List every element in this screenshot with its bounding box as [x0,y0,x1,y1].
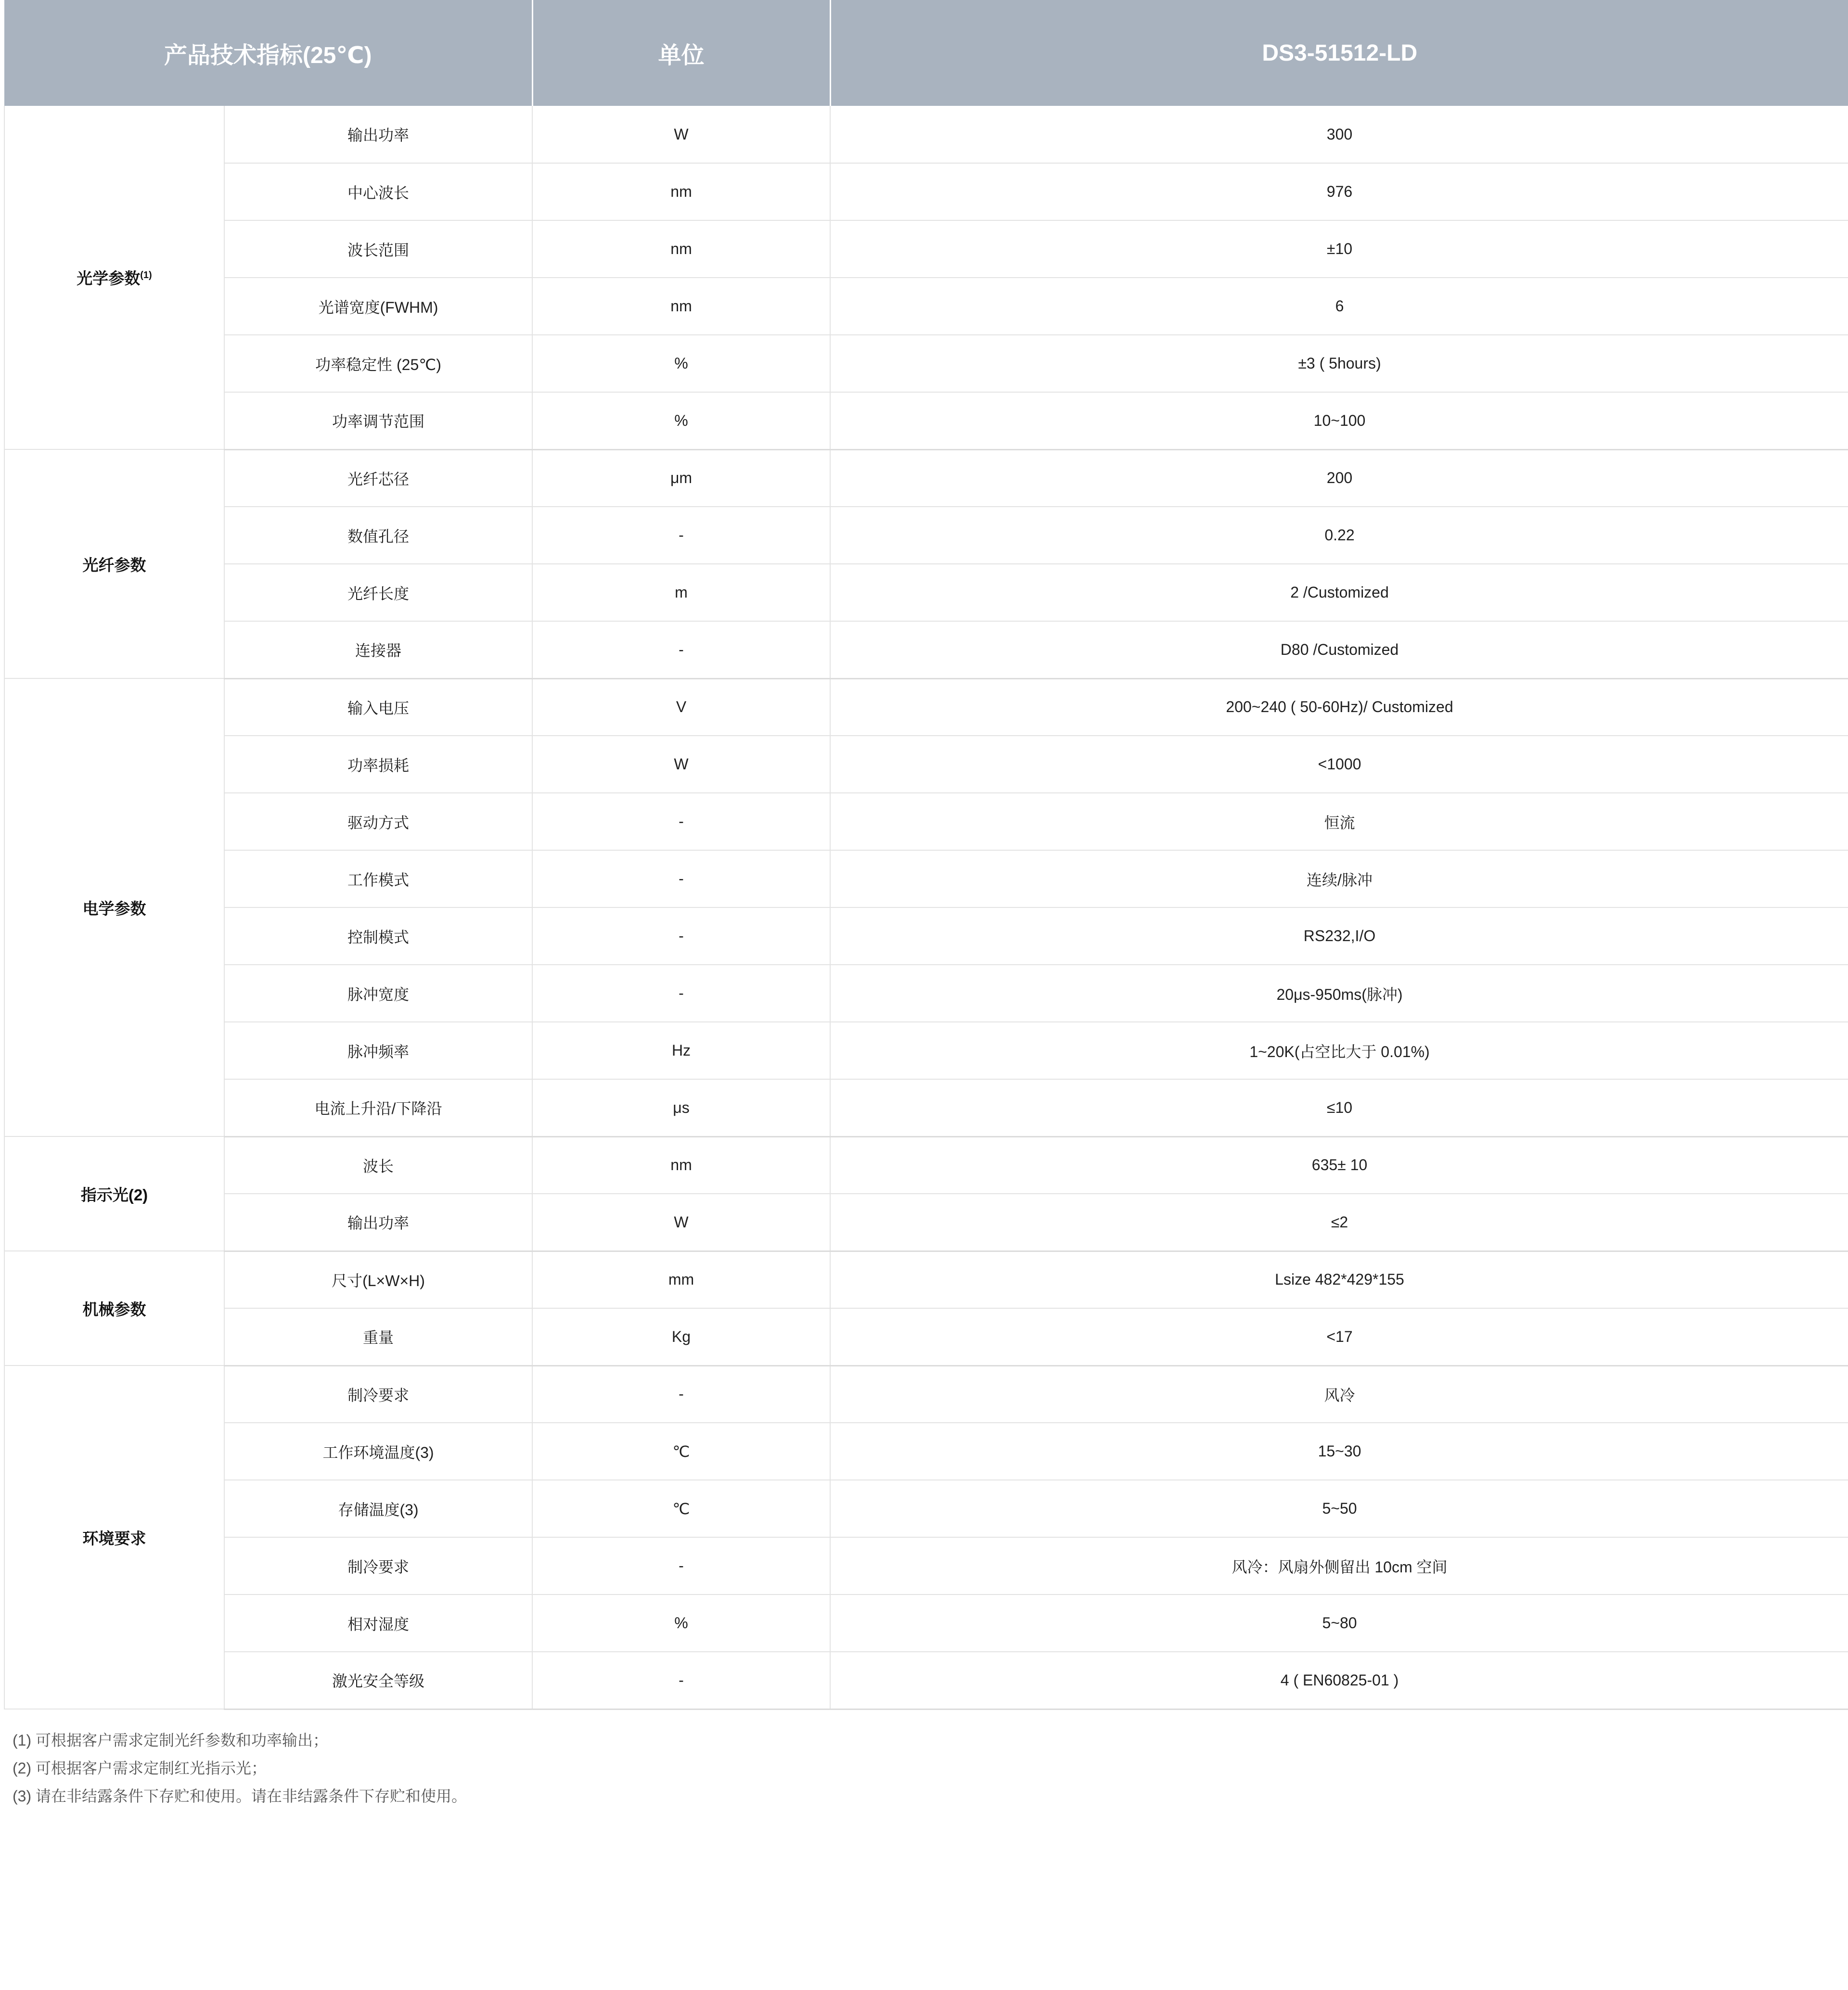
param-cell: 数值孔径 [224,507,532,564]
param-cell: 功率稳定性 (25℃) [224,335,532,392]
category-text: 机械参数 [82,1300,146,1318]
value-cell: 0.22 [830,507,1848,564]
category-label [4,106,224,449]
unit-cell: - [532,1652,830,1709]
table-header [4,0,1848,106]
unit-cell: nm [532,278,830,335]
unit-cell: % [532,335,830,392]
unit-cell: mm [532,1251,830,1308]
unit-cell: - [532,793,830,850]
spec-table [4,0,1848,1710]
param-cell: 光纤长度 [224,564,532,621]
category-footnote-mark: (1) [140,270,152,281]
unit-cell: - [532,1537,830,1595]
table-body [4,106,1848,1709]
param-cell: 中心波长 [224,163,532,220]
param-cell: 输出功率 [224,1194,532,1251]
value-cell: 1~20K(占空比大于 0.01%) [830,1022,1848,1079]
category-text: 光纤参数 [82,556,146,574]
table-row [4,449,1848,507]
unit-cell: Hz [532,1022,830,1079]
category-label [4,678,224,1136]
header-row [4,0,1848,106]
footnote: (3) 请在非结露条件下存贮和使用。请在非结露条件下存贮和使用。 [13,1787,467,1805]
unit-cell: W [532,1194,830,1251]
table-row [4,335,1848,392]
value-cell: D80 /Customized [830,621,1848,678]
value-cell: <17 [830,1308,1848,1365]
table-row [4,793,1848,850]
table-row [4,1136,1848,1194]
header-spec: 产品技术指标(25℃) [4,0,532,106]
param-cell: 尺寸(L×W×H) [224,1251,532,1308]
header-model: DS3-51512-LD [830,0,1848,106]
value-cell: 300 [830,106,1848,163]
table-row [4,163,1848,220]
category-text: 指示光(2) [80,1186,148,1204]
param-cell: 功率损耗 [224,736,532,793]
param-cell: 控制模式 [224,907,532,965]
value-cell: 200~240 ( 50-60Hz)/ Customized [830,678,1848,736]
param-cell: 光谱宽度(FWHM) [224,278,532,335]
value-cell: RS232,I/O [830,907,1848,965]
param-cell: 脉冲宽度 [224,965,532,1022]
table-row [4,1251,1848,1308]
unit-cell: μm [532,449,830,507]
table-row [4,1423,1848,1480]
table-row [4,1022,1848,1079]
param-cell: 存储温度(3) [224,1480,532,1537]
param-cell: 激光安全等级 [224,1652,532,1709]
unit-cell: ℃ [532,1423,830,1480]
param-cell: 输入电压 [224,678,532,736]
footnotes [13,1726,467,1810]
value-cell: ≤2 [830,1194,1848,1251]
value-cell: 10~100 [830,392,1848,449]
value-cell: 6 [830,278,1848,335]
value-cell: ±3 ( 5hours) [830,335,1848,392]
value-cell: 15~30 [830,1423,1848,1480]
param-cell: 驱动方式 [224,793,532,850]
table-row [4,220,1848,278]
table-row [4,1652,1848,1709]
table-row [4,1308,1848,1365]
value-cell: Lsize 482*429*155 [830,1251,1848,1308]
unit-cell: Kg [532,1308,830,1365]
category-text: 环境要求 [82,1529,146,1547]
value-cell: ±10 [830,220,1848,278]
table-row [4,392,1848,449]
category-label [4,449,224,678]
value-cell: 200 [830,449,1848,507]
value-cell: 风冷：风扇外侧留出 10cm 空间 [830,1537,1848,1595]
unit-cell: W [532,736,830,793]
unit-cell: nm [532,220,830,278]
table-row [4,507,1848,564]
category-label [4,1365,224,1709]
value-cell: 635± 10 [830,1136,1848,1194]
category-text: 光学参数 [77,269,141,287]
unit-cell: V [532,678,830,736]
unit-cell: nm [532,1136,830,1194]
unit-cell: nm [532,163,830,220]
param-cell: 工作环境温度(3) [224,1423,532,1480]
param-cell: 相对湿度 [224,1595,532,1652]
unit-cell: μs [532,1079,830,1136]
param-cell: 波长 [224,1136,532,1194]
value-cell: 976 [830,163,1848,220]
param-cell: 输出功率 [224,106,532,163]
unit-cell: % [532,392,830,449]
table-row [4,1194,1848,1251]
table-row [4,106,1848,163]
value-cell: <1000 [830,736,1848,793]
value-cell: 20μs-950ms(脉冲) [830,965,1848,1022]
footnote: (1) 可根据客户需求定制光纤参数和功率输出； [13,1732,329,1749]
table-row [4,564,1848,621]
table-row [4,1537,1848,1595]
category-label [4,1251,224,1365]
param-cell: 光纤芯径 [224,449,532,507]
param-cell: 电流上升沿/下降沿 [224,1079,532,1136]
table-row [4,1079,1848,1136]
table-row [4,678,1848,736]
param-cell: 重量 [224,1308,532,1365]
value-cell: 连续/脉冲 [830,850,1848,907]
unit-cell: - [532,621,830,678]
param-cell: 工作模式 [224,850,532,907]
unit-cell: - [532,965,830,1022]
unit-cell: W [532,106,830,163]
unit-cell: - [532,507,830,564]
category-text: 电学参数 [82,899,146,918]
param-cell: 连接器 [224,621,532,678]
header-unit: 单位 [532,0,830,106]
table-row [4,736,1848,793]
param-cell: 脉冲频率 [224,1022,532,1079]
category-label [4,1136,224,1251]
value-cell: 5~50 [830,1480,1848,1537]
table-row [4,1480,1848,1537]
unit-cell: ℃ [532,1480,830,1537]
table-row [4,965,1848,1022]
unit-cell: - [532,1365,830,1423]
unit-cell: - [532,907,830,965]
param-cell: 制冷要求 [224,1537,532,1595]
value-cell: 2 /Customized [830,564,1848,621]
table-row [4,278,1848,335]
value-cell: 4 ( EN60825-01 ) [830,1652,1848,1709]
unit-cell: m [532,564,830,621]
value-cell: 5~80 [830,1595,1848,1652]
footnote: (2) 可根据客户需求定制红光指示光； [13,1760,267,1777]
unit-cell: - [532,850,830,907]
param-cell: 功率调节范围 [224,392,532,449]
table-row [4,621,1848,678]
param-cell: 制冷要求 [224,1365,532,1423]
table-row [4,1365,1848,1423]
table-row [4,1595,1848,1652]
unit-cell: % [532,1595,830,1652]
table-row [4,907,1848,965]
table-row [4,850,1848,907]
param-cell: 波长范围 [224,220,532,278]
value-cell: 风冷 [830,1365,1848,1423]
value-cell: ≤10 [830,1079,1848,1136]
value-cell: 恒流 [830,793,1848,850]
